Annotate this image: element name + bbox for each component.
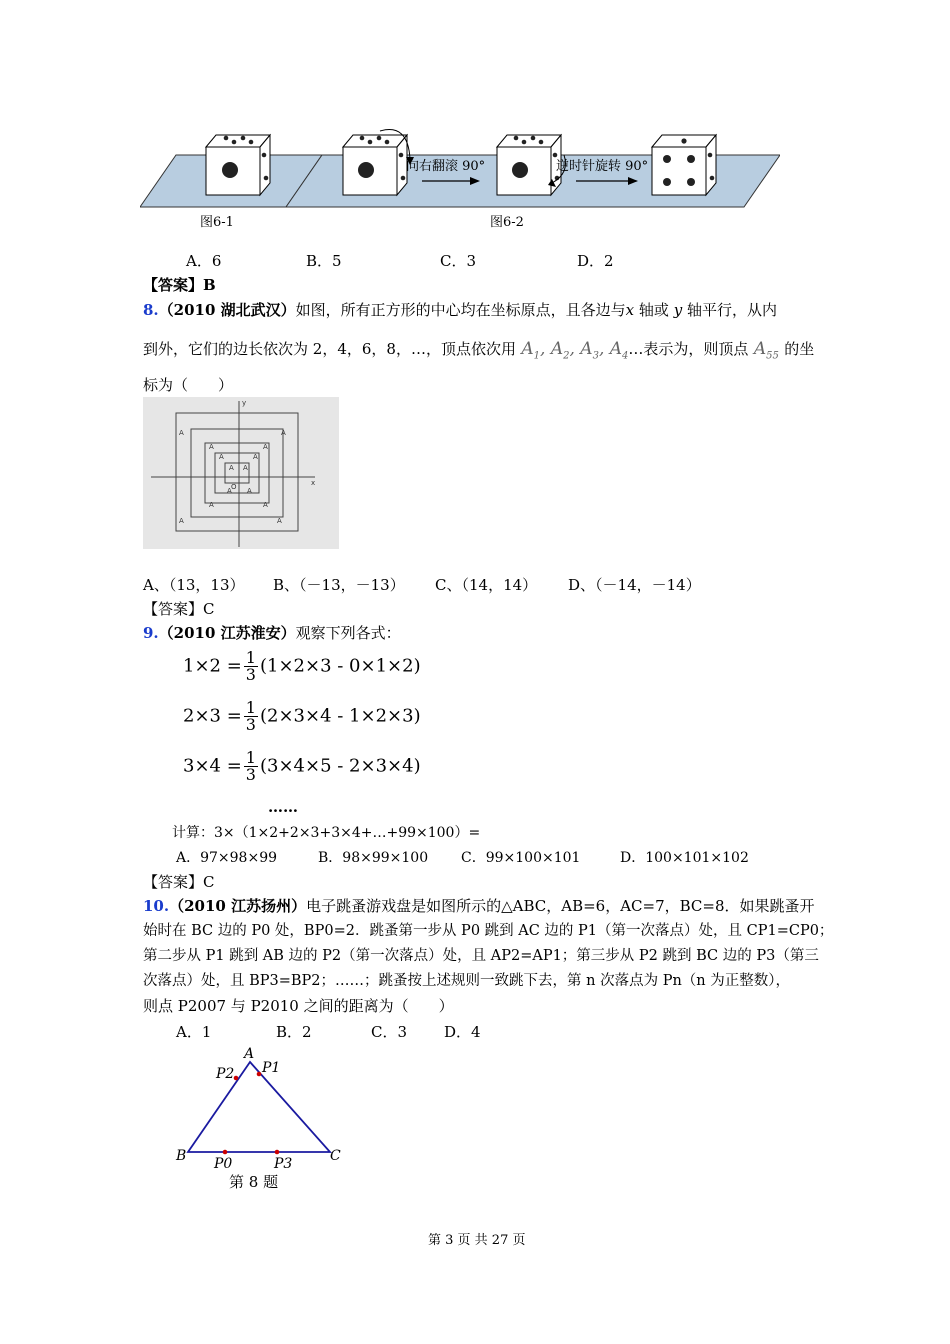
q10-caption: 第 8 题 [229,1173,279,1191]
figure-label-6-2: 图6-2 [490,215,524,230]
q10-option-a[interactable]: A．1 [176,1023,212,1041]
svg-text:y: y [242,399,247,407]
q10-line2: 始时在 BC 边的 P0 处，BP0=2．跳蚤第一步从 P0 跳到 AC 边的 P1（第一次落点）处，且 CP1=CP0； [143,923,834,939]
q8-option-b[interactable]: B、（－13，－13） [273,576,405,594]
svg-text:A: A [263,443,268,451]
svg-text:A: A [179,517,184,525]
q10-option-d[interactable]: D．4 [444,1023,481,1041]
svg-text:A: A [247,487,252,495]
svg-text:A: A [243,464,248,472]
q9-number: 9. [143,624,159,642]
q9-source: （2010 江苏淮安） [158,624,296,642]
die-4-icon [652,135,716,195]
q8-nested-squares-figure [143,397,339,549]
svg-text:A: A [219,453,224,461]
q7-option-c[interactable]: C．3 [440,252,477,270]
q9-option-d[interactable]: D．100×101×102 [620,850,749,866]
page-footer: 第 3 页 共 27 页 [428,1233,526,1248]
q8-line1: 8.（2010 湖北武汉）如图，所有正方形的中心均在坐标原点，且各边与x 轴或 y 轴平行，从内 [143,301,777,319]
svg-text:A: A [209,501,214,509]
q8-answer: 【答案】C [143,600,215,618]
q9-option-c[interactable]: C．99×100×101 [461,850,581,866]
q7-option-d[interactable]: D．2 [577,252,614,270]
q8-line2: 到外，它们的边长依次为 2，4，6，8，…，顶点依次用 $A_1$, $A_2$, $A_3$, $A_4\dots$表示为，则顶点 $A_{55}$ 的坐 [143,339,815,362]
q9-equation-3: 3×4 = $\frac{1}{3}$ (3×4×5 - 2×3×4) [183,748,421,784]
q7-option-a[interactable]: A．6 [186,252,222,270]
q9-equation-1: 1×2 = $\frac{1}{3}$ (1×2×3 - 0×1×2) [183,648,421,684]
die-1-icon [206,135,270,195]
q8-option-c[interactable]: C、（14，14） [435,576,538,594]
q10-line1: 10.（2010 江苏扬州）电子跳蚤游戏盘是如图所示的△ABC，AB=6，AC=7，BC=8．如果跳蚤开 [143,897,815,915]
svg-text:A: A [281,429,286,437]
q9-option-b[interactable]: B．98×99×100 [318,850,429,866]
q8-option-d[interactable]: D、（－14，－14） [568,576,701,594]
vertex-label-b: B [176,1148,187,1164]
q9-equation-2: 2×3 = $\frac{1}{3}$ (2×3×4 - 1×2×3) [183,698,421,734]
q9-answer: 【答案】C [143,873,215,891]
svg-text:O: O [231,483,237,491]
vertex-label-c: C [330,1148,341,1164]
q10-line4: 次落点）处，且 BP3=BP2；……；跳蚤按上述规则一致跳下去，第 n 次落点为 Pn（n 为正整数）， [143,973,790,989]
q8-line3: 标为（ ） [143,376,234,394]
arrow1-label: 向右翻滚 90° [406,159,486,174]
svg-text:A: A [277,517,282,525]
q10-option-b[interactable]: B．2 [276,1023,312,1041]
q9-option-a[interactable]: A．97×98×99 [176,850,278,866]
point-label-p0: P0 [214,1156,233,1172]
svg-text:A: A [263,501,268,509]
q9-line1: 9.（2010 江苏淮安）观察下列各式： [143,624,401,642]
q10-line5: 则点 P2007 与 P2010 之间的距离为（ ） [143,997,454,1015]
q10-triangle-figure [170,1042,350,1172]
q9-ellipsis: …… [268,798,298,816]
q10-option-c[interactable]: C．3 [371,1023,408,1041]
q10-line3: 第二步从 P1 跳到 AB 边的 P2（第一次落点）处，且 AP2=AP1；第三步从 P2 跳到 BC 边的 P3（第三 [143,948,819,964]
q8-number: 8. [143,301,159,319]
vertex-label-a: A [244,1046,255,1062]
svg-text:A: A [253,453,258,461]
q8-source: （2010 湖北武汉） [158,301,296,319]
point-label-p2: P2 [216,1066,235,1082]
q8-option-a[interactable]: A、（13，13） [143,576,245,594]
q7-answer: 【答案】B [143,276,216,294]
point-label-p1: P1 [262,1060,281,1076]
svg-text:A: A [209,443,214,451]
q10-number: 10. [143,897,170,915]
q10-source: （2010 江苏扬州） [169,897,307,915]
q9-calc: 计算：3×（1×2+2×3+3×4+…+99×100）= [172,825,481,841]
svg-text:x: x [311,479,316,487]
die-2-icon [343,130,414,195]
dice-figure [140,125,780,230]
svg-text:A: A [179,429,184,437]
svg-text:A: A [227,487,232,495]
figure-label-6-1: 图6-1 [200,215,234,230]
svg-text:A: A [229,464,234,472]
q7-option-b[interactable]: B．5 [306,252,342,270]
arrow2-label: 逆时针旋转 90° [556,159,649,174]
point-label-p3: P3 [274,1156,293,1172]
